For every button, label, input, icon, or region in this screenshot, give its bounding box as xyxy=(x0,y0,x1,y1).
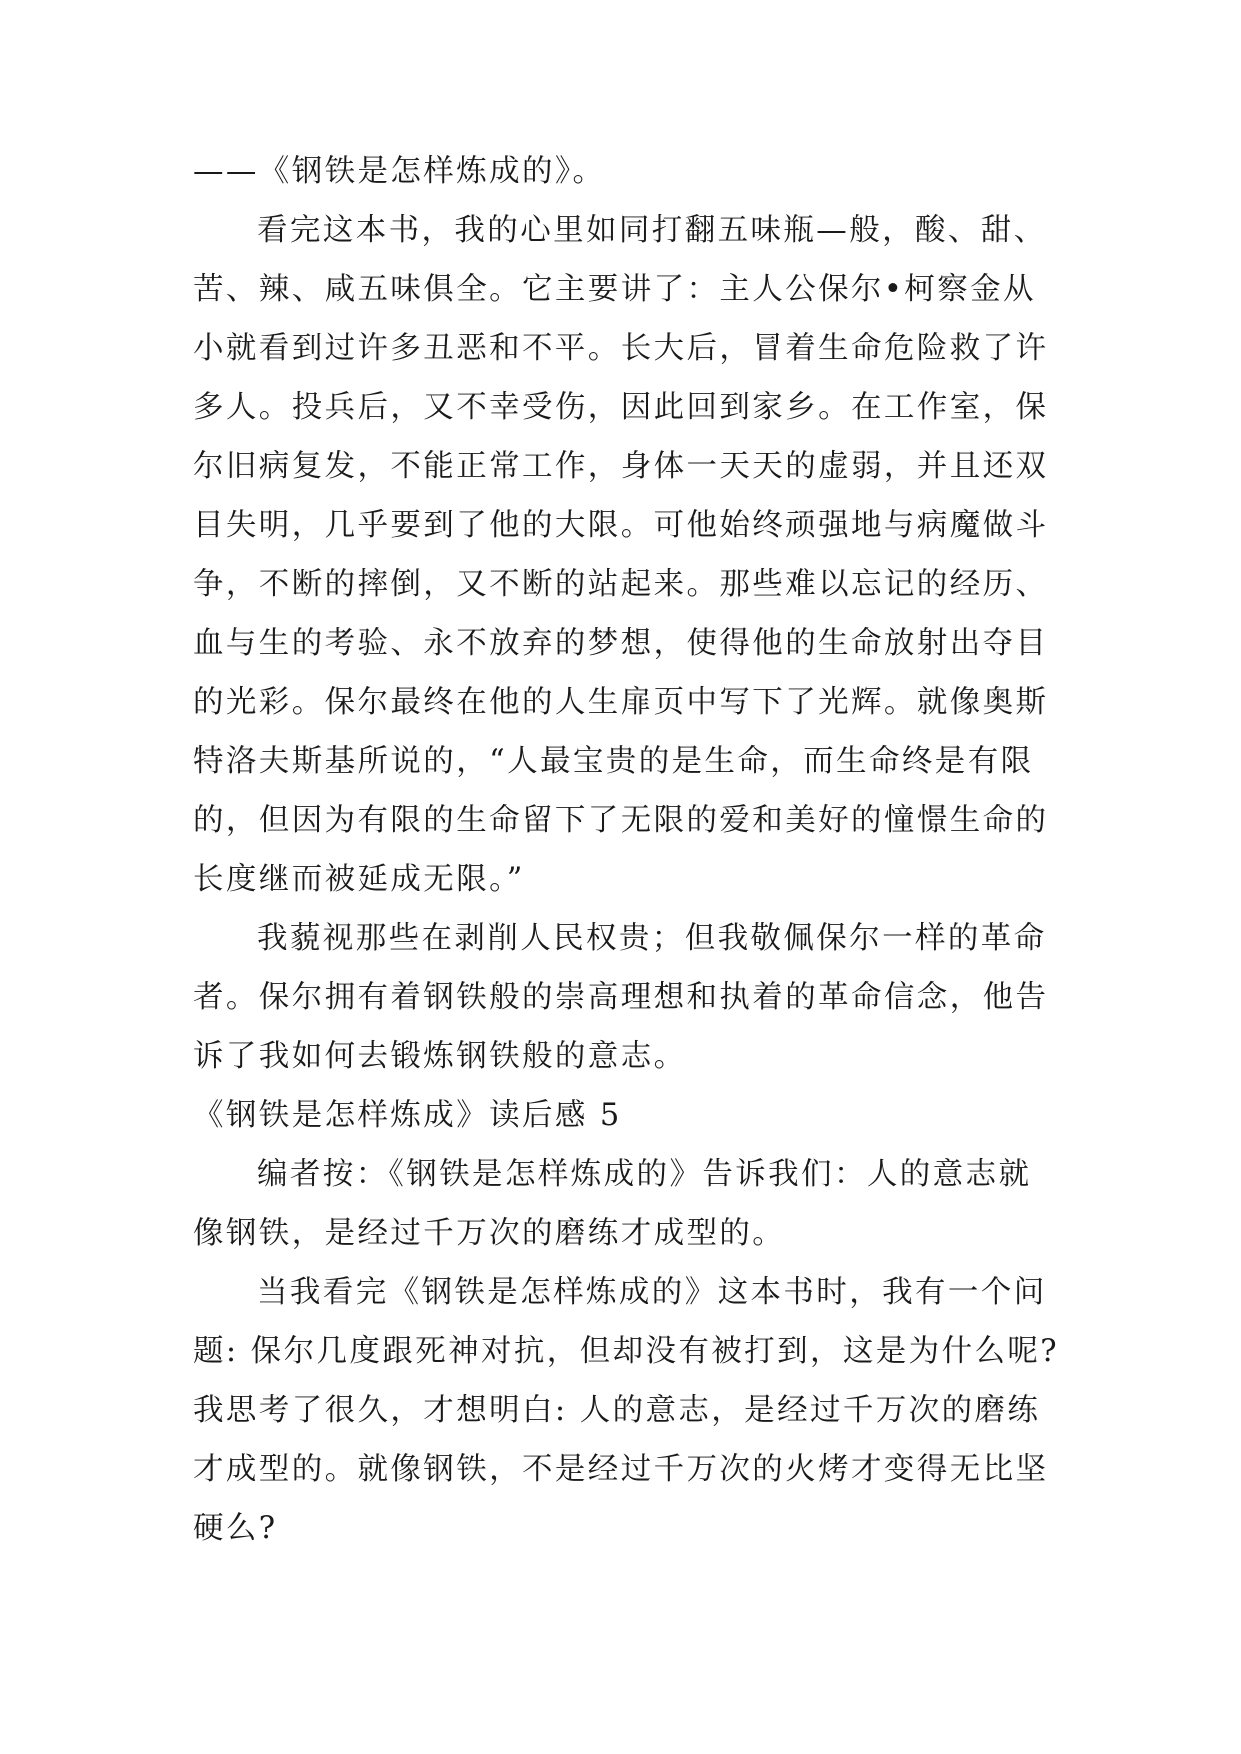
text-line: 的，但因为有限的生命留下了无限的爱和美好的憧憬生命的 xyxy=(193,803,1049,838)
text-line: ——《钢铁是怎样炼成的》。 xyxy=(193,154,606,189)
text-line: 硬么? xyxy=(193,1511,278,1546)
section-heading: 《钢铁是怎样炼成》读后感 5 xyxy=(193,1098,622,1133)
text-line: 多人。投兵后，又不幸受伤，因此回到家乡。在工作室，保 xyxy=(193,390,1049,425)
text-line: 血与生的考验、永不放弃的梦想，使得他的生命放射出夺目 xyxy=(193,626,1049,661)
paragraph-first-line: 编者按：《钢铁是怎样炼成的》告诉我们：人的意志就 xyxy=(257,1157,1032,1192)
text-line: 长度继而被延成无限。” xyxy=(193,862,525,897)
text-line: 特洛夫斯基所说的，“人最宝贵的是生命，而生命终是有限 xyxy=(193,744,1034,779)
text-line: 题: 保尔几度跟死神对抗，但却没有被打到，这是为什么呢? xyxy=(193,1334,1060,1369)
text-line: 我思考了很久，才想明白: 人的意志，是经过千万次的磨练 xyxy=(193,1393,1041,1428)
text-line: 像钢铁，是经过千万次的磨练才成型的。 xyxy=(193,1216,786,1251)
text-line: 尔旧病复发，不能正常工作，身体一天天的虚弱，并且还双 xyxy=(193,449,1049,484)
text-line: 者。保尔拥有着钢铁般的崇高理想和执着的革命信念，他告 xyxy=(193,980,1049,1015)
paragraph-first-line: 我藐视那些在剥削人民权贵；但我敬佩保尔一样的革命 xyxy=(257,921,1047,956)
text-line: 才成型的。就像钢铁，不是经过千万次的火烤才变得无比坚 xyxy=(193,1452,1049,1487)
text-line: 目失明，几乎要到了他的大限。可他始终顽强地与病魔做斗 xyxy=(193,508,1049,543)
text-line: 苦、辣、咸五味俱全。它主要讲了：主人公保尔•柯察金从 xyxy=(193,272,1036,307)
paragraph-first-line: 看完这本书，我的心里如同打翻五味瓶—般，酸、甜、 xyxy=(257,213,1047,248)
text-line: 的光彩。保尔最终在他的人生扉页中写下了光辉。就像奥斯 xyxy=(193,685,1049,720)
text-line: 诉了我如何去锻炼钢铁般的意志。 xyxy=(193,1039,687,1074)
text-line: 争，不断的摔倒，又不断的站起来。那些难以忘记的经历、 xyxy=(193,567,1049,602)
text-line: 小就看到过许多丑恶和不平。长大后，冒着生命危险救了许 xyxy=(193,331,1049,366)
paragraph-first-line: 当我看完《钢铁是怎样炼成的》这本书时，我有一个问 xyxy=(257,1275,1047,1310)
